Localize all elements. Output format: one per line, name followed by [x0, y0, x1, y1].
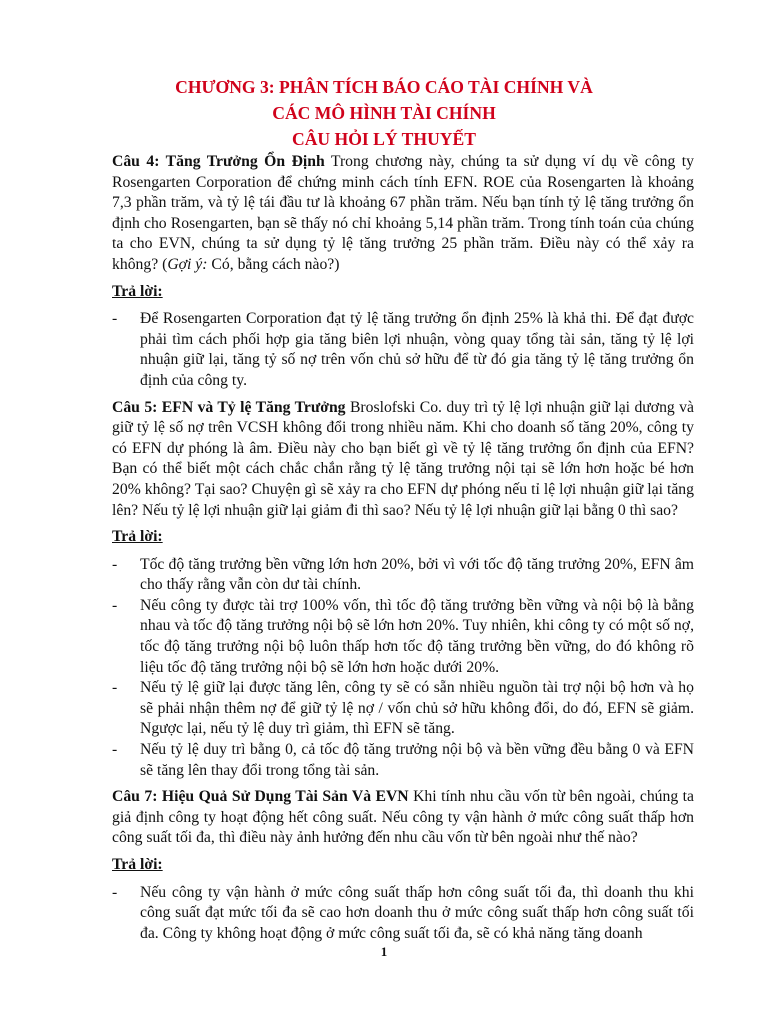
bullet-dash: - [112, 883, 118, 901]
document-body [112, 152, 694, 950]
question-5-text: Broslofski Co. duy trì tỷ lệ lợi nhuận giữ lại dương và giữ tỷ lệ số nợ trên VCSH không đổi trong nhiều năm. Khi cho doanh số tăng 20%, công ty có EFN dự phóng là âm. Điều này cho bạn biết gì về tỷ lệ tăng trưởng ổn định của EFN? Bạn có thể biết một cách chắc chắn rằng tỷ lệ tăng trưởng nội tại sẽ lớn hơn hoặc bé hơn 20% không? Tại sao? Chuyện gì sẽ xảy ra cho EFN dự phóng nếu tỉ lệ lợi nhuận giữ lại tăng lên? Nếu tỷ lệ lợi nhuận giữ lại giảm đi thì sao? Nếu tỷ lệ lợi nhuận giữ lại bằng 0 thì sao? [112, 398, 694, 519]
answer-5-item [112, 596, 694, 678]
answer-5-item [112, 740, 694, 781]
answer-5-list [112, 555, 694, 782]
answer-label-4: Trả lời: [112, 282, 163, 300]
question-4-title: Câu 4: Tăng Trưởng Ổn Định [112, 153, 325, 170]
answer-5-text: Nếu tỷ lệ giữ lại được tăng lên, công ty sẽ có sẵn nhiều nguồn tài trợ nội bộ hơn và họ sẽ phải nhận thêm nợ để giữ tỷ lệ nợ / vốn chủ sở hữu không đổi, do đó, EFN sẽ giảm. Ngược lại, nếu tỷ lệ duy trì giảm, thì EFN sẽ tăng. [140, 679, 694, 738]
answer-4-text: Để Rosengarten Corporation đạt tỷ lệ tăng trưởng ổn định 25% là khả thi. Để đạt được phải tìm cách phối hợp gia tăng biên lợi nhuận, vòng quay tổng tài sản, tăng tỷ lệ lợi nhuận giữ lại, tăng tỷ số nợ trên vốn chủ sở hữu để từ đó gia tăng tỷ lệ tăng trưởng ổn định của công ty. [140, 310, 694, 389]
bullet-dash: - [112, 310, 118, 328]
answer-5-item [112, 678, 694, 740]
question-4-text-end: Có, bằng cách nào?) [207, 255, 340, 273]
question-5 [112, 398, 694, 522]
answer-5-text: Nếu tỷ lệ duy trì bằng 0, cả tốc độ tăng trưởng nội bộ và bền vững đều bằng 0 và EFN sẽ tăng lên thay đổi trong tổng tài sản. [140, 741, 694, 779]
answer-7-text: Nếu công ty vận hành ở mức công suất thấp hơn công suất tối đa, thì doanh thu khi công suất đạt mức tối đa sẽ cao hơn doanh thu ở mức công suất thấp hơn công suất tối đa. Công ty không hoạt động ở mức công suất tối đa, sẽ có khả năng tăng doanh [140, 883, 694, 942]
question-7-title: Câu 7: Hiệu Quả Sử Dụng Tài Sản Và EVN [112, 788, 409, 806]
answer-4-item [112, 309, 694, 391]
bullet-dash: - [112, 679, 118, 697]
chapter-title: CHƯƠNG 3: PHÂN TÍCH BÁO CÁO TÀI CHÍNH VÀ [175, 77, 593, 97]
question-7 [112, 787, 694, 849]
answer-5-text: Tốc độ tăng trưởng bền vững lớn hơn 20%, bởi vì với tốc độ tăng trưởng 20%, EFN âm cho thấy rằng vẫn còn dư tài chính. [140, 555, 694, 594]
section-title: CÂU HỎI LÝ THUYẾT [292, 129, 476, 149]
chapter-subtitle: CÁC MÔ HÌNH TÀI CHÍNH [272, 103, 496, 123]
chapter-heading [0, 74, 768, 152]
bullet-dash: - [112, 741, 118, 759]
answer-label-5: Trả lời: [112, 528, 163, 546]
answer-7-list [112, 883, 694, 945]
question-7-text: Khi tính nhu cầu vốn từ bên ngoài, chúng ta giả định công ty hoạt động hết công suất. Nếu công ty vận hành ở mức công suất thấp hơn công suất tối đa, thì điều này ảnh hưởng đến nhu cầu vốn từ bên ngoài như thế nào? [112, 788, 694, 847]
bullet-dash: - [112, 555, 118, 573]
question-4-text: Trong chương này, chúng ta sử dụng ví dụ về công ty Rosengarten Corporation để chứng minh cách tính EFN. ROE của Rosengarten là khoảng 7,3 phần trăm, và tỷ lệ tái đầu tư là khoảng 67 phần trăm. Nếu bạn tính tỷ lệ tăng trưởng ổn định cho Rosengarten, bạn sẽ thấy nó chỉ khoảng 5,14 phần trăm. Trong tính toán của chúng ta cho EVN, chúng ta sử dụng tỷ lệ tăng trưởng 25 phần trăm. Điều này có thể xảy ra không? ( [112, 153, 694, 273]
answer-7-item [112, 883, 694, 945]
question-4 [112, 152, 694, 276]
answer-5-text: Nếu công ty được tài trợ 100% vốn, thì tốc độ tăng trưởng bền vững và nội bộ là bằng nhau và tốc độ tăng trưởng nội bộ sẽ lớn hơn 20%. Tuy nhiên, khi công ty có một số nợ, tốc độ tăng trưởng nội bộ luôn thấp hơn tốc độ tăng trưởng bền vững, do đó không rõ liệu tốc độ tăng trưởng nội bộ sẽ lớn hơn hoặc dưới 20%. [140, 596, 694, 676]
bullet-dash: - [112, 596, 118, 614]
answer-4-list [112, 309, 694, 391]
answer-5-item [112, 555, 694, 596]
question-5-title: Câu 5: EFN và Tỷ lệ Tăng Trưởng [112, 398, 346, 416]
question-4-hint: Gợi ý: [167, 255, 208, 273]
answer-label-7: Trả lời: [112, 856, 163, 873]
page-number: 1 [380, 944, 388, 959]
